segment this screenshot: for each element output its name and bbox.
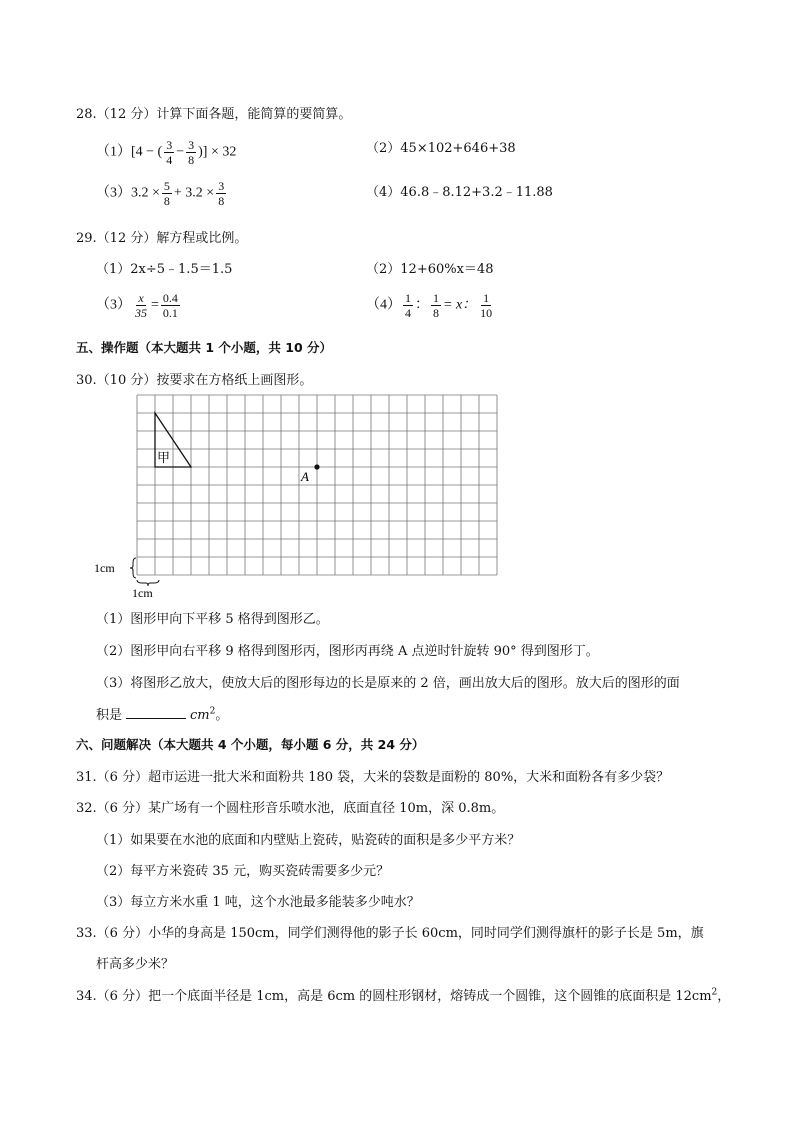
section-5-heading: 五、操作题（本大题共 1 个小题，共 10 分）	[76, 340, 333, 355]
q30-step-3: （3）将图形乙放大，使放大后的图形每边的长是原来的 2 倍，画出放大后的图形。放大后的图形的面	[96, 676, 680, 691]
square-grid	[137, 395, 497, 575]
q29-item-4: （4） $\frac{1}{4}$ ： $\frac{1}{8}$ = x： $\frac{1}{10}$	[366, 291, 493, 320]
q34-line-1: 34.（6 分）把一个底面半径是 1cm，高是 6cm 的圆柱形钢材，熔铸成一个圆锥，这个圆锥的底面积是 $12cm^2$，	[76, 987, 731, 1004]
q28-item-3: （3）3.2 × $\frac{5}{8}$ + 3.2 × $\frac{3}{8}$	[96, 179, 225, 208]
q30-step-1: （1）图形甲向下平移 5 格得到图形乙。	[96, 612, 329, 627]
q29-item-1: （1）2x÷5﹣1.5＝1.5	[96, 262, 233, 277]
q29-item-2: （2）12+60%x＝48	[366, 262, 494, 277]
q33-line-1: 33.（6 分）小华的身高是 150cm，同学们测得他的影子长 60cm，同时同学们测得旗杆的影子长是 5m，旗	[76, 926, 704, 941]
q32-title: 32.（6 分）某广场有一个圆柱形音乐喷水池，底面直径 10m，深 0.8m。	[76, 801, 505, 816]
q33-line-2: 杆高多少米？	[96, 957, 175, 972]
section-6-heading: 六、问题解决（本大题共 4 个小题，每小题 6 分，共 24 分）	[76, 737, 425, 752]
point-a	[314, 464, 319, 469]
q32-step-1: （1）如果要在水池的底面和内壁贴上瓷砖，贴瓷砖的面积是多少平方米？	[96, 833, 521, 848]
point-a-label: A	[301, 469, 309, 484]
triangle-label: 甲	[157, 450, 171, 465]
q28-item-2: （2）45×102+646+38	[366, 141, 516, 156]
q31-text: 31.（6 分）超市运进一批大米和面粉共 180 袋，大米的袋数是面粉的 80%，大米和面粉各有多少袋？	[76, 770, 670, 785]
q28-item-1: （1）[4 − ( $\frac{3}{4}$ − $\frac{3}{8}$ )] × 32	[96, 138, 237, 167]
left-unit-label: 1cm	[94, 561, 115, 575]
grid-figure	[80, 388, 510, 600]
q29-title: 29.（12 分）解方程或比例。	[76, 231, 248, 246]
q28-title: 28.（12 分）计算下面各题，能简算的要简算。	[76, 107, 352, 122]
q29-item-3: （3） $\frac{x}{35}$ = $\frac{0.4}{0.1}$	[96, 291, 178, 320]
q30-step-2: （2）图形甲向右平移 9 格得到图形丙，图形丙再绕 A 点逆时针旋转 90° 得到图形丁。	[96, 644, 599, 659]
q28-item-4: （4）46.8﹣8.12+3.2﹣11.88	[366, 185, 553, 200]
bottom-unit-label: 1cm	[132, 586, 153, 600]
q30-title: 30.（10 分）按要求在方格纸上画图形。	[76, 373, 313, 388]
answer-blank[interactable]	[126, 706, 186, 719]
left-unit-brace	[130, 558, 136, 578]
q32-step-2: （2）每平方米瓷砖 35 元，购买瓷砖需要多少元？	[96, 864, 390, 879]
q30-step-3-answer: 积是 $cm^2$。	[96, 706, 229, 723]
q32-step-3: （3）每立方米水重 1 吨，这个水池最多能装多少吨水？	[96, 895, 420, 910]
